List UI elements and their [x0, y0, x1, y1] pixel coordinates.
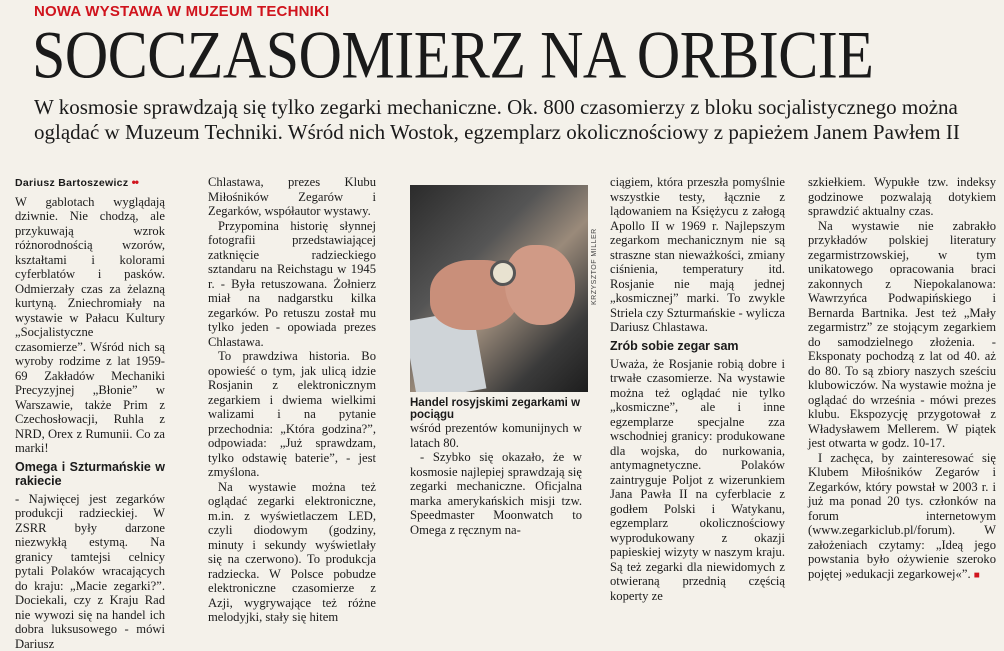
paragraph: - Szybko się okazało, że w kosmosie najlepiej sprawdzają się zegarki mechaniczne. Oficjalna marka amerykańskich misji tzw. Speedmaster Moonwatch to Omega z ręcznym na- — [410, 450, 582, 537]
paragraph: Przypomina historię słynnej fotografii przedstawiającej zatknięcie radzieckiego sztandaru na Reichstagu w 1945 r. - Była retuszowana. Żołnierz miał na nadgarstku kilka zegarków. Po retuszu został mu tylko jeden - opowiada prezes Chlastawa. — [208, 219, 376, 350]
paragraph: To prawdziwa historia. Bo opowieść o tym, jak ulicą idzie Rosjanin z elektronicznym zegarkiem i dwiema wielkimi walizami i na pytanie przechodnia: „Która godzina?”, odpowiada: „Już sprawdzam, tylko odstawię baterie”, - jest zmyślona. — [208, 349, 376, 480]
subheading: Zrób sobie zegar sam — [610, 339, 785, 353]
photo-caption: Handel rosyjskimi zegarkami w pociągu — [410, 397, 600, 421]
byline-dots-icon: •• — [132, 175, 138, 189]
photo-credit: KRZYSZTOF MILLER — [591, 185, 603, 305]
section-kicker: NOWA WYSTAWA W MUZEUM TECHNIKI — [34, 3, 329, 20]
column-3 — [610, 175, 785, 603]
paragraph: wśród prezentów komunijnych w latach 80. — [410, 421, 582, 450]
paragraph: Uważa, że Rosjanie robią dobre i trwałe czasomierze. Na wystawie można też oglądać nie tylko „kosmiczne”, ale i inne egzemplarze specjalne zza wschodniej granicy: produkowane dla wojska, do nurkowania, antymagnetyczne. Polaków zaintryguje Poljot z wizerunkiem Jana Pawła II na cyferblacie z godłem Polski i Watykanu, egzemplarz okolicznościowy wyprodukowany z okazji papieskiej wizyty w naszym kraju. Są też zegarki dla niewidomych z otwieraną przednią częścią koperty ze — [610, 357, 785, 604]
paragraph: ciągiem, która przeszła pomyślnie wszystkie testy, łącznie z lądowaniem na Księżycu z załogą Apollo II w 1969 r. Najlepszym zegarkom mechanicznym nie są straszne stan nieważkości, zmiany ciśnienia, temperatury itd. Rosjanie nie mają jednej „kosmicznej” marki. To zwykle Striela czy Szturmańskie - wylicza Dariusz Chlastawa. — [610, 175, 785, 335]
column-2b — [410, 421, 582, 537]
paragraph-text: I zachęca, by zainteresować się Klubem Miłośników Zegarów i Zegarków, który powstał w 2003 r. i już ma ponad 20 tys. członków na forum internetowym (www.zegarkiclub.pl/forum). W założeniach czytamy: „Ideą jego powstania było ożywienie szeroko pojętej »edukacji zegarkowej«”. — [808, 451, 996, 581]
end-mark-icon: ■ — [974, 570, 980, 581]
column-1 — [15, 175, 165, 651]
article-photo — [410, 185, 588, 392]
paragraph — [808, 451, 996, 584]
paragraph: szkiełkiem. Wypukłe tzw. indeksy godzinowe pozwalają dotykiem sprawdzić aktualny czas. — [808, 175, 996, 219]
article-lead: W kosmosie sprawdzają się tylko zegarki mechaniczne. Ok. 800 czasomierzy z bloku socjalistycznego można oglądać w Muzeum Techniki. Wśród nich Wostok, egzemplarz okolicznościowy z papieżem Janem Pawłem II — [34, 95, 999, 145]
paragraph: W gablotach wyglądają dziwnie. Nie chodzą, ale przykuwają wzrok różnorodnością wzorów, kształtami i kolorami cyferblatów i pasków. Odmierzały czas za żelazną kurtyną. Zniechromiały na wystawie w Pałacu Kultury „Socjalistyczne czasomierze”. Wśród nich są wyroby rodzime z lat 1959-69 Zakładów Mechaniki Precyzyjnej „Błonie” w Warszawie, także Prim z Czechosłowacji, Ruhla z NRD, Orex z Rumunii. Co za marki! — [15, 195, 165, 456]
paragraph: Na wystawie można też oglądać zegarki elektroniczne, m.in. z wyświetlaczem LED, czyli diodowym (godziny, minuty i sekundy wyświetlały się na czerwono). To produkcja radziecka. W Polsce pobudze elektroniczne czasomierze z Azji, wygrywające też różne melodyjki, stały się hitem — [208, 480, 376, 625]
column-4 — [808, 175, 996, 583]
article-headline: SOCCZASOMIERZ NA ORBICIE — [32, 21, 992, 89]
author-name: Dariusz Bartoszewicz — [15, 177, 128, 189]
subheading: Omega i Szturmańskie w rakiecie — [15, 460, 165, 488]
photo-hand — [505, 245, 575, 325]
paragraph: - Najwięcej jest zegarków produkcji radzieckiej. W ZSRR były darzone niezwykłą estymą. Na granicy tamtejsi celnicy pytali Polaków wracających do kraju: „Macie zegarki?”. Dociekali, czy z Kraju Rad nie wywozi się na handel ich dobra luksusowego - mówi Dariusz — [15, 492, 165, 651]
paragraph: Na wystawie nie zabrakło przykładów polskiej literatury zegarmistrzowskiej, w tym unikatowego opracowania braci zakonnych z Niepokalanowa: Wawrzyńca Podwapińskiego i Bernarda Bartnika. Jest też „Mały zegarmistrz” ze stojącym zegarkiem do samodzielnego złożenia. - Eksponaty pochodzą z lat od 40. aż do 80. To są zbiory naszych sześciu klubowiczów. Na wystawie można je oglądać do września - mówi prezes klubu. Ekspozycję przygotował z Władysławem Mellerem. W piątek jest otwarta w godz. 10-17. — [808, 219, 996, 451]
byline — [15, 175, 165, 191]
article-body — [0, 175, 1004, 529]
column-2 — [208, 175, 376, 625]
photo-watch-icon — [490, 260, 516, 286]
paragraph: Chlastawa, prezes Klubu Miłośników Zegarów i Zegarków, współautor wystawy. — [208, 175, 376, 219]
